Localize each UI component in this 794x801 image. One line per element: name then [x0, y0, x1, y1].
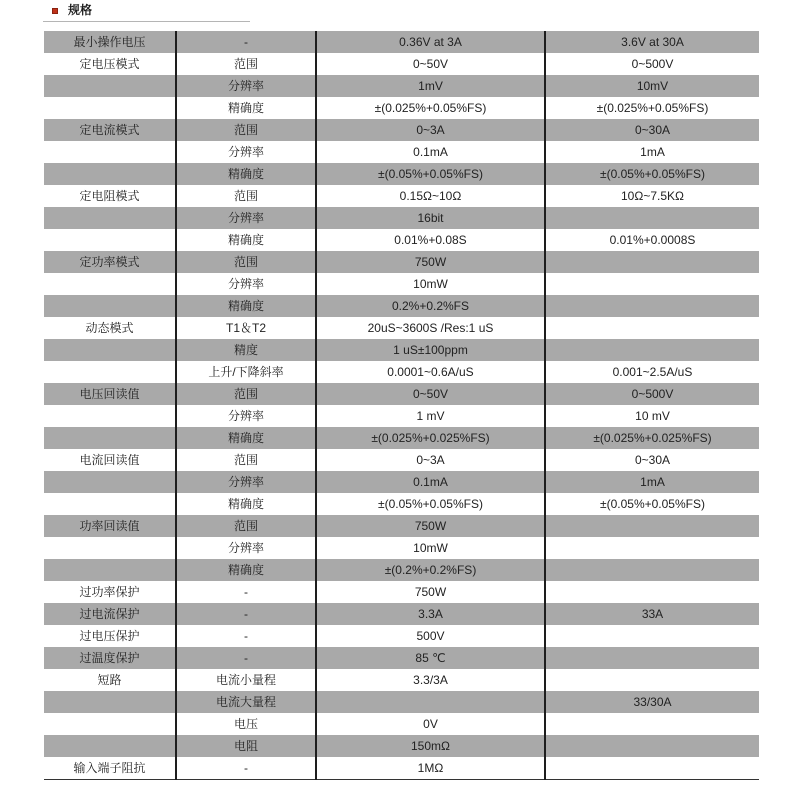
low-range-value-cell: 0.2%+0.2%FS	[316, 295, 545, 317]
param-cell: 上升/下降斜率	[176, 361, 316, 383]
table-row	[44, 339, 759, 361]
param-cell: 范围	[176, 53, 316, 75]
low-range-value-cell: 0~50V	[316, 383, 545, 405]
high-range-value-cell: 10mV	[545, 75, 759, 97]
high-range-value-cell: 10Ω~7.5KΩ	[621, 189, 684, 203]
category-cell: 输入端子阻抗	[44, 757, 176, 780]
table-row	[44, 713, 759, 735]
low-range-value-cell: 750W	[316, 515, 545, 537]
table-row	[44, 537, 759, 559]
category-cell	[44, 735, 176, 757]
low-range-value-cell: 0V	[316, 713, 545, 735]
table-row	[44, 559, 759, 581]
high-range-value-cell: 0~500V	[631, 57, 674, 71]
param-cell: 范围	[176, 515, 316, 537]
param-cell: -	[176, 757, 316, 780]
param-cell: 电流大量程	[176, 691, 316, 713]
table-row	[44, 185, 759, 207]
category-cell	[44, 471, 176, 493]
high-range-value-cell: ±(0.025%+0.025%FS)	[545, 427, 759, 449]
low-range-value-cell: 0.0001~0.6A/uS	[316, 361, 545, 383]
low-range-value-cell: 10mW	[316, 273, 545, 295]
category-cell	[44, 537, 176, 559]
high-range-value-cell	[545, 251, 759, 273]
low-range-value-cell: 0.01%+0.08S	[316, 229, 545, 251]
table-row	[44, 603, 759, 625]
category-cell	[44, 713, 176, 735]
low-range-value-cell: 85 ℃	[316, 647, 545, 669]
category-cell	[44, 361, 176, 383]
category-cell: 过电压保护	[44, 625, 176, 647]
param-cell: T1＆T2	[176, 317, 316, 339]
category-cell: 定电压模式	[44, 53, 176, 75]
param-cell: 精确度	[176, 427, 316, 449]
table-row	[44, 119, 759, 141]
table-row	[44, 207, 759, 229]
table-row	[44, 31, 759, 53]
low-range-value-cell: 3.3A	[316, 603, 545, 625]
category-cell	[44, 163, 176, 185]
high-range-value-cell: 10 mV	[635, 409, 670, 423]
low-range-value-cell: ±(0.025%+0.05%FS)	[316, 97, 545, 119]
high-range-value-cell: 1mA	[640, 145, 665, 159]
low-range-value-cell: 0~50V	[316, 53, 545, 75]
table-row	[44, 515, 759, 537]
high-range-value-cell	[545, 537, 759, 559]
category-cell	[44, 339, 176, 361]
param-cell: 分辨率	[176, 273, 316, 295]
section-header	[43, 0, 250, 22]
category-cell: 定电流模式	[44, 119, 176, 141]
high-range-value-cell	[545, 273, 759, 295]
high-range-value-cell: 3.6V at 30A	[545, 31, 759, 53]
low-range-value-cell: 16bit	[316, 207, 545, 229]
table-row	[44, 273, 759, 295]
param-cell: 范围	[176, 185, 316, 207]
category-cell	[44, 295, 176, 317]
low-range-value-cell: 0.15Ω~10Ω	[316, 185, 545, 207]
high-range-value-cell: 33/30A	[545, 691, 759, 713]
high-range-value-cell	[545, 339, 759, 361]
high-range-value-cell	[545, 559, 759, 581]
high-range-value-cell	[545, 515, 759, 537]
category-cell: 定电阻模式	[44, 185, 176, 207]
category-cell: 过电流保护	[44, 603, 176, 625]
high-range-value-cell	[545, 757, 759, 780]
low-range-value-cell: 750W	[316, 581, 545, 603]
param-cell: 范围	[176, 449, 316, 471]
category-cell	[44, 141, 176, 163]
low-range-value-cell	[316, 691, 545, 713]
table-row	[44, 449, 759, 471]
low-range-value-cell: 1 mV	[316, 405, 545, 427]
table-row	[44, 97, 759, 119]
param-cell: 精确度	[176, 559, 316, 581]
category-cell: 过功率保护	[44, 581, 176, 603]
high-range-value-cell	[545, 295, 759, 317]
high-range-value-cell: 33A	[545, 603, 759, 625]
high-range-value-cell: ±(0.05%+0.05%FS)	[545, 163, 759, 185]
spec-table-body	[44, 31, 759, 780]
high-range-value-cell	[545, 625, 759, 647]
high-range-value-cell	[545, 207, 759, 229]
table-row	[44, 295, 759, 317]
category-cell	[44, 559, 176, 581]
category-cell: 最小操作电压	[44, 31, 176, 53]
table-row	[44, 691, 759, 713]
table-row	[44, 383, 759, 405]
param-cell: 精确度	[176, 493, 316, 515]
category-cell	[44, 75, 176, 97]
category-cell: 功率回读值	[44, 515, 176, 537]
table-row	[44, 625, 759, 647]
high-range-value-cell	[545, 317, 759, 339]
low-range-value-cell: 0.1mA	[316, 141, 545, 163]
table-row	[44, 163, 759, 185]
param-cell: -	[176, 625, 316, 647]
low-range-value-cell: 500V	[316, 625, 545, 647]
param-cell: 分辨率	[176, 537, 316, 559]
category-cell: 电流回读值	[44, 449, 176, 471]
low-range-value-cell: 20uS~3600S /Res:1 uS	[316, 317, 545, 339]
param-cell: 电阻	[176, 735, 316, 757]
category-cell	[44, 97, 176, 119]
low-range-value-cell: 1 uS±100ppm	[316, 339, 545, 361]
high-range-value-cell: 0.01%+0.0008S	[609, 233, 696, 247]
low-range-value-cell: 0~3A	[316, 449, 545, 471]
high-range-value-cell: 1mA	[545, 471, 759, 493]
table-row	[44, 735, 759, 757]
table-row	[44, 361, 759, 383]
table-row	[44, 141, 759, 163]
category-cell	[44, 691, 176, 713]
param-cell: -	[176, 603, 316, 625]
category-cell	[44, 427, 176, 449]
param-cell: 范围	[176, 251, 316, 273]
table-row	[44, 251, 759, 273]
param-cell: 电流小量程	[176, 669, 316, 691]
param-cell: 精确度	[176, 163, 316, 185]
high-range-value-cell: 0~500V	[545, 383, 759, 405]
high-range-value-cell	[545, 735, 759, 757]
param-cell: 分辨率	[176, 75, 316, 97]
low-range-value-cell: 0.1mA	[316, 471, 545, 493]
high-range-value-cell	[545, 581, 759, 603]
low-range-value-cell: 1MΩ	[316, 757, 545, 780]
category-cell: 动态模式	[44, 317, 176, 339]
low-range-value-cell: ±(0.2%+0.2%FS)	[316, 559, 545, 581]
param-cell: -	[176, 581, 316, 603]
low-range-value-cell: ±(0.025%+0.025%FS)	[316, 427, 545, 449]
low-range-value-cell: 1mV	[316, 75, 545, 97]
param-cell: 分辨率	[176, 207, 316, 229]
table-row	[44, 229, 759, 251]
low-range-value-cell: 0.36V at 3A	[316, 31, 545, 53]
low-range-value-cell: ±(0.05%+0.05%FS)	[316, 493, 545, 515]
high-range-value-cell	[545, 647, 759, 669]
table-row	[44, 427, 759, 449]
param-cell: 精确度	[176, 229, 316, 251]
param-cell: 分辨率	[176, 141, 316, 163]
low-range-value-cell: ±(0.05%+0.05%FS)	[316, 163, 545, 185]
table-row	[44, 471, 759, 493]
category-cell	[44, 229, 176, 251]
param-cell: 范围	[176, 119, 316, 141]
param-cell: 精度	[176, 339, 316, 361]
high-range-value-cell	[545, 713, 759, 735]
table-row	[44, 317, 759, 339]
table-row	[44, 405, 759, 427]
high-range-value-cell: ±(0.05%+0.05%FS)	[600, 497, 705, 511]
high-range-value-cell: 0~30A	[634, 453, 671, 467]
category-cell	[44, 493, 176, 515]
low-range-value-cell: 10mW	[316, 537, 545, 559]
table-row	[44, 669, 759, 691]
category-cell	[44, 207, 176, 229]
param-cell: -	[176, 31, 316, 53]
square-bullet-icon	[52, 8, 58, 14]
table-row	[44, 75, 759, 97]
table-row	[44, 493, 759, 515]
category-cell: 电压回读值	[44, 383, 176, 405]
param-cell: 分辨率	[176, 471, 316, 493]
table-row	[44, 757, 759, 780]
low-range-value-cell: 750W	[316, 251, 545, 273]
category-cell: 短路	[44, 669, 176, 691]
param-cell: 电压	[176, 713, 316, 735]
category-cell	[44, 405, 176, 427]
category-cell: 过温度保护	[44, 647, 176, 669]
spec-table	[44, 31, 759, 780]
param-cell: 精确度	[176, 97, 316, 119]
param-cell: -	[176, 647, 316, 669]
category-cell	[44, 273, 176, 295]
low-range-value-cell: 150mΩ	[316, 735, 545, 757]
table-row	[44, 53, 759, 75]
param-cell: 范围	[176, 383, 316, 405]
high-range-value-cell: ±(0.025%+0.05%FS)	[596, 101, 709, 115]
param-cell: 分辨率	[176, 405, 316, 427]
low-range-value-cell: 0~3A	[316, 119, 545, 141]
high-range-value-cell	[545, 669, 759, 691]
table-row	[44, 647, 759, 669]
section-title: 规格	[68, 3, 93, 17]
param-cell: 精确度	[176, 295, 316, 317]
table-row	[44, 581, 759, 603]
category-cell: 定功率模式	[44, 251, 176, 273]
low-range-value-cell: 3.3/3A	[316, 669, 545, 691]
high-range-value-cell: 0.001~2.5A/uS	[612, 365, 693, 379]
high-range-value-cell: 0~30A	[545, 119, 759, 141]
